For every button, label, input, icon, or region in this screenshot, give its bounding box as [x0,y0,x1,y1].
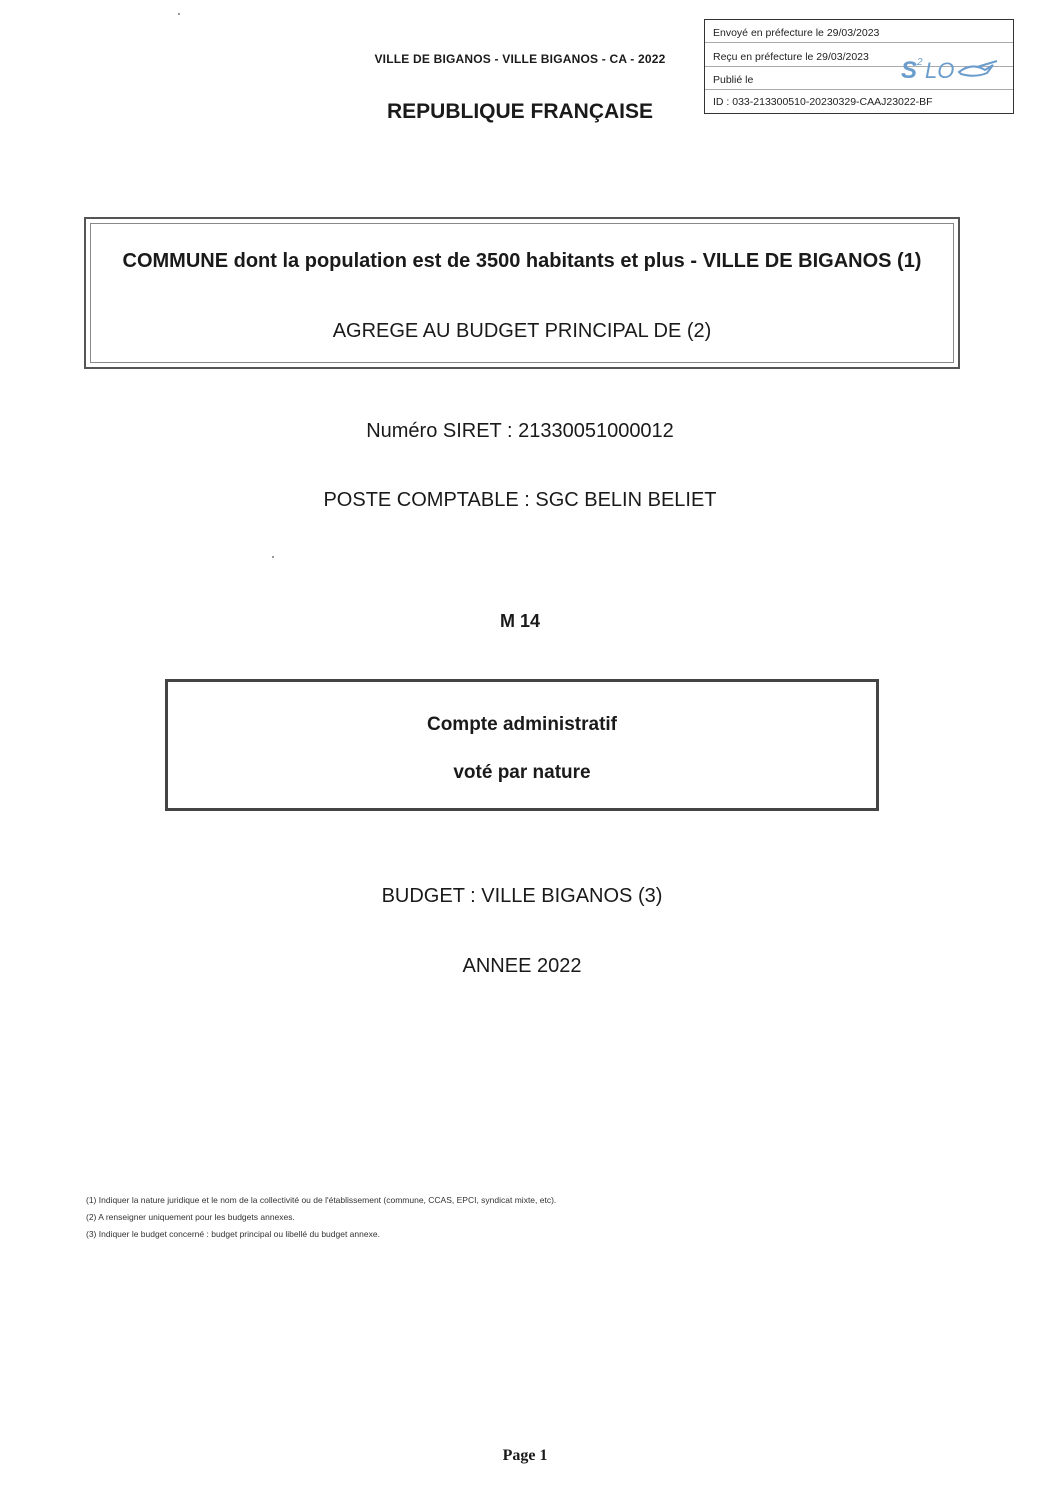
siret-number: Numéro SIRET : 21330051000012 [366,420,674,442]
stamp-published: Publié le [713,74,754,86]
commune-subtitle: AGREGE AU BUDGET PRINCIPAL DE (2) [332,320,712,342]
scan-speck [272,556,274,558]
compte-box [165,679,879,811]
footnotes [86,1195,786,1246]
s2lo-logo-icon [897,52,1009,84]
poste-comptable: POSTE COMPTABLE : SGC BELIN BELIET [323,489,717,511]
budget-label: BUDGET : VILLE BIGANOS (3) [381,885,663,907]
scan-speck [178,13,180,15]
compte-title: Compte administratif [426,714,618,735]
commune-title: COMMUNE dont la population est de 3500 habitants et plus - VILLE DE BIGANOS (1) [122,250,922,272]
commune-box [84,217,960,369]
compte-subtitle: voté par nature [453,762,591,783]
stamp-received-date: Reçu en préfecture le 29/03/2023 [713,51,869,63]
stamp-sent-date: Envoyé en préfecture le 29/03/2023 [713,27,880,39]
svg-text:2: 2 [917,57,923,68]
svg-text:S: S [901,57,918,84]
nomenclature-label: M 14 [499,611,541,631]
svg-text:LO: LO [925,58,955,83]
footnote: (3) Indiquer le budget concerné : budget principal ou libellé du budget annexe. [86,1229,380,1239]
page-number: Page 1 [502,1447,548,1464]
stamp-id: ID : 033-213300510-20230329-CAAJ23022-BF [713,96,933,108]
footnote: (1) Indiquer la nature juridique et le nom de la collectivité ou de l'établissement (commune, CCAS, EPCI, syndicat mixte, etc). [86,1195,557,1205]
republic-title: REPUBLIQUE FRANÇAISE [386,100,654,123]
footnote: (2) A renseigner uniquement pour les budgets annexes. [86,1212,295,1222]
document-reference: VILLE DE BIGANOS - VILLE BIGANOS - CA - 2022 [374,52,666,66]
stamp-divider [705,42,1013,43]
stamp-divider [705,89,1013,90]
year-label: ANNEE 2022 [462,955,582,977]
prefecture-stamp [704,19,1014,114]
